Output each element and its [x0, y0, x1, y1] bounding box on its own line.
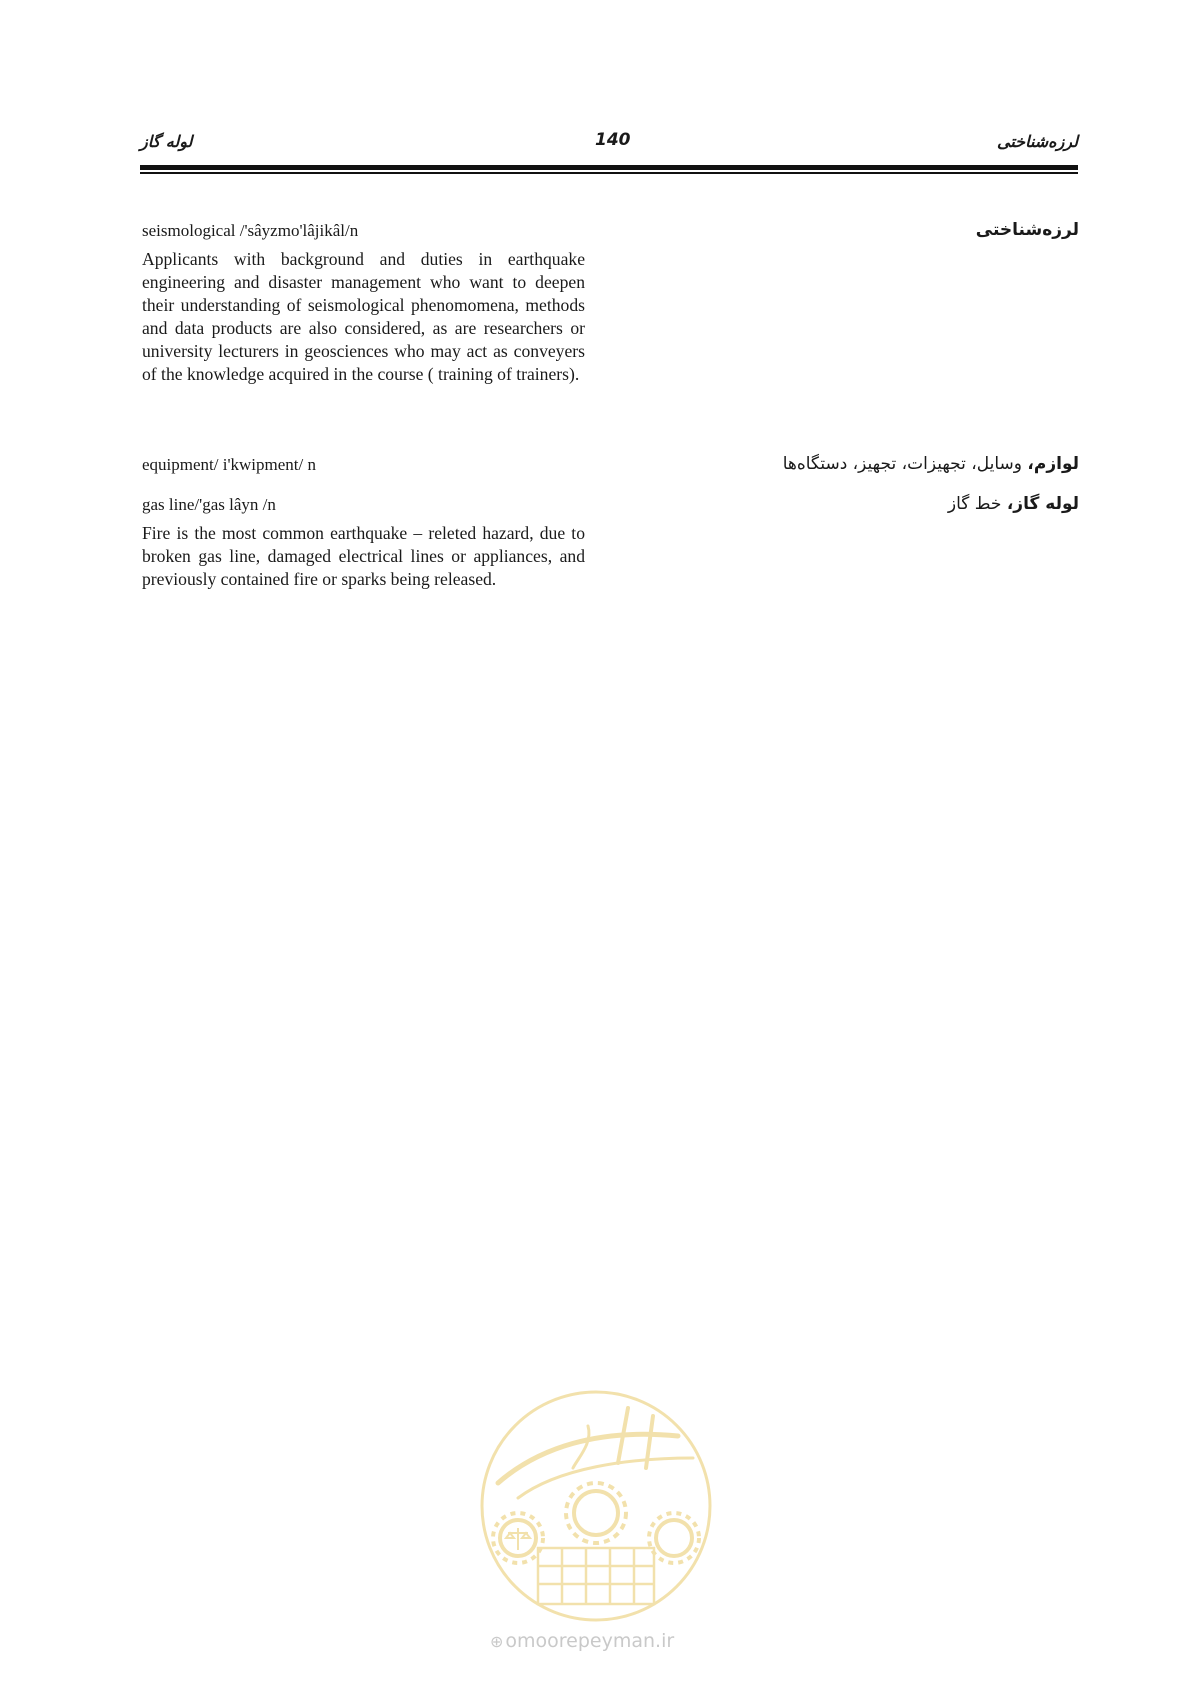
watermark-logo — [478, 1388, 714, 1624]
entry-en-example: Applicants with background and duties in earthquake engineering and disaster management who want to deepen their understanding of seismological phenomomena, methods and data products are also considered, as are researchers or university lecturers in geosciences who may act as conveyers of the knowledge acquired in the course ( training of trainers). — [142, 249, 585, 384]
entry-en-example: Fire is the most common earthquake – releted hazard, due to broken gas line, damaged electrical lines or appliances, and previously contained fire or sparks being released. — [142, 523, 585, 589]
entry-fa-headword: لرزه‌شناختی — [975, 220, 1079, 240]
header-right-title: لرزه‌شناختی — [997, 132, 1078, 151]
watermark-url — [490, 1630, 674, 1652]
header-left-title: لوله گاز — [140, 132, 193, 151]
header-rule-thick — [140, 165, 1078, 170]
entry-fa-headword: لوازم، — [1027, 454, 1079, 474]
entry-en-headword: equipment/ i'kwipment/ n — [142, 455, 316, 474]
globe-icon: ⊕ — [490, 1632, 504, 1651]
entry-fa-headword: لوله گاز، — [1006, 494, 1079, 514]
header-rule-thin — [140, 172, 1078, 174]
entry-fa-gloss: وسایل، تجهیزات، تجهیز، دستگاه‌ها — [782, 454, 1028, 474]
page-number: 140 — [595, 130, 631, 150]
entry-fa-term — [783, 454, 1079, 474]
running-header — [140, 128, 1078, 160]
watermark-url-text: omoorepeyman.ir — [505, 1630, 675, 1652]
entry-fa-term — [948, 494, 1079, 514]
entry-fa-term — [976, 220, 1079, 240]
entry-en-headword: seismological /'sâyzmo'lâjikâl/n — [142, 221, 359, 240]
entry-fa-gloss: خط گاز — [947, 494, 1007, 514]
entry-en-headword: gas line/'gas lâyn /n — [142, 495, 276, 514]
